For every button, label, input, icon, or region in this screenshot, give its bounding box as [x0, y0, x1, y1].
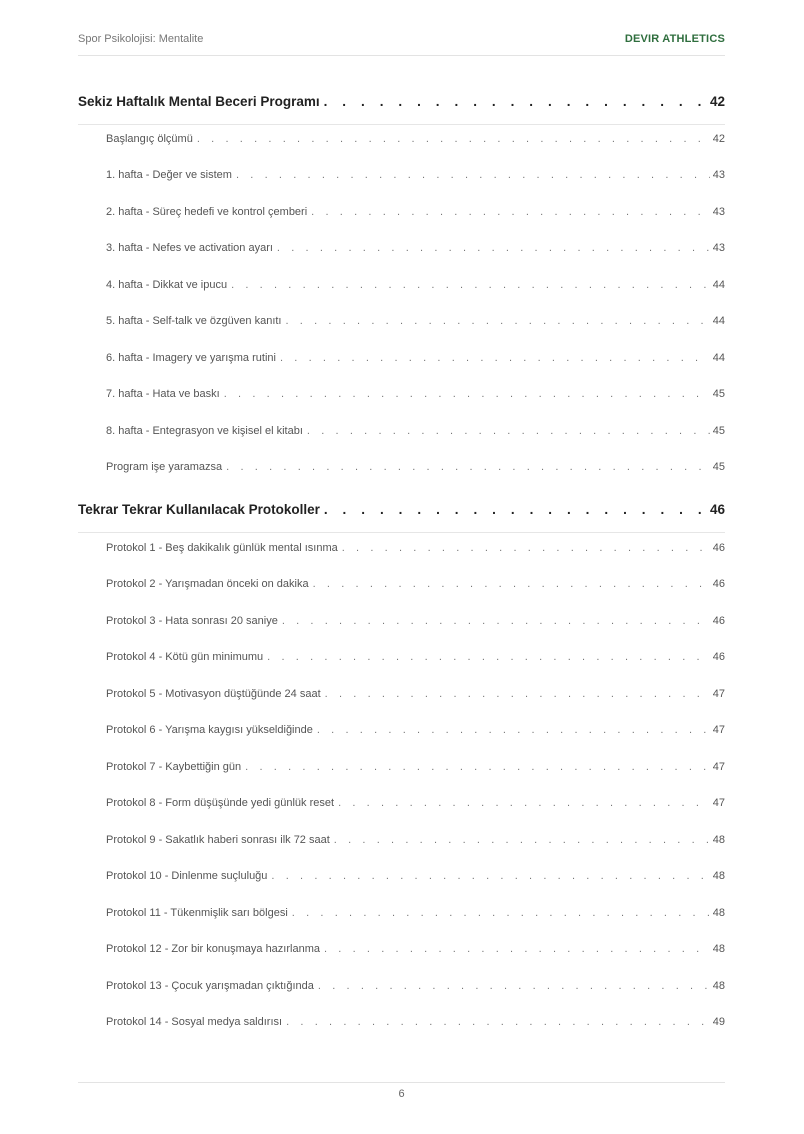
toc-entry-page: 45	[712, 425, 725, 437]
toc-entry-label: Protokol 10 - Dinlenme suçluluğu	[106, 870, 268, 882]
page-footer	[78, 1082, 725, 1100]
dot-leader	[317, 724, 710, 736]
toc-section[interactable]	[78, 502, 725, 517]
dot-leader	[324, 943, 710, 955]
dot-leader	[334, 834, 710, 846]
dot-leader	[342, 542, 710, 554]
toc-entry-page: 48	[712, 834, 725, 846]
toc-entry[interactable]	[78, 279, 725, 291]
toc-entry-page: 46	[712, 542, 725, 554]
toc-entry-page: 42	[712, 133, 725, 145]
dot-leader	[292, 907, 710, 919]
toc-entry-label: 6. hafta - Imagery ve yarışma rutini	[106, 352, 276, 364]
toc-entry[interactable]	[78, 352, 725, 364]
toc-entry-page: 44	[712, 279, 725, 291]
toc-entry-page: 49	[712, 1016, 725, 1028]
toc-entry-page: 44	[712, 352, 725, 364]
dot-leader	[286, 1016, 710, 1028]
toc-section-page: 46	[709, 502, 725, 517]
dot-leader	[271, 870, 709, 882]
dot-leader	[318, 980, 710, 992]
toc-entry[interactable]	[78, 315, 725, 327]
toc-entry-page: 43	[712, 206, 725, 218]
toc-entry-label: Başlangıç ölçümü	[106, 133, 193, 145]
brand-name: DEVIR ATHLETICS	[624, 33, 725, 45]
toc-entry-page: 43	[712, 169, 725, 181]
toc-entry[interactable]	[78, 907, 725, 919]
toc-entry-label: 5. hafta - Self-talk ve özgüven kanıtı	[106, 315, 282, 327]
toc-entry[interactable]	[78, 388, 725, 400]
toc-entry[interactable]	[78, 724, 725, 736]
toc-entry[interactable]	[78, 651, 725, 663]
dot-leader	[324, 502, 707, 517]
toc-entry[interactable]	[78, 870, 725, 882]
dot-leader	[307, 425, 710, 437]
toc-entry[interactable]	[78, 542, 725, 554]
document-title: Spor Psikolojisi: Mentalite	[78, 33, 204, 45]
toc-entry[interactable]	[78, 1016, 725, 1028]
toc-entry[interactable]	[78, 578, 725, 590]
toc-entry-label: Protokol 6 - Yarışma kaygısı yükseldiğinde	[106, 724, 313, 736]
dot-leader	[224, 388, 710, 400]
toc-entry[interactable]	[78, 688, 725, 700]
toc-entry-page: 47	[712, 724, 725, 736]
toc-entry-page: 44	[712, 315, 725, 327]
toc-entry-label: 4. hafta - Dikkat ve ipucu	[106, 279, 228, 291]
toc-section-page: 42	[709, 94, 725, 109]
toc-entry-page: 47	[712, 761, 725, 773]
dot-leader	[325, 688, 710, 700]
toc-entry[interactable]	[78, 425, 725, 437]
toc-entry-label: Protokol 3 - Hata sonrası 20 saniye	[106, 615, 278, 627]
dot-leader	[324, 94, 707, 109]
toc-entry[interactable]	[78, 761, 725, 773]
toc-entry-page: 47	[712, 797, 725, 809]
toc-entry-page: 47	[712, 688, 725, 700]
toc-entry-page: 46	[712, 578, 725, 590]
dot-leader	[280, 352, 710, 364]
dot-leader	[267, 651, 710, 663]
dot-leader	[245, 761, 710, 773]
toc-entry-label: Protokol 7 - Kaybettiğin gün	[106, 761, 242, 773]
dot-leader	[197, 133, 710, 145]
toc-entry-label: Protokol 9 - Sakatlık haberi sonrası ilk 72 saat	[106, 834, 330, 846]
toc-entry-label: Protokol 11 - Tükenmişlik sarı bölgesi	[106, 907, 288, 919]
dot-leader	[313, 578, 710, 590]
toc-entry-label: Protokol 12 - Zor bir konuşmaya hazırlanma	[106, 943, 320, 955]
toc-entry-label: Protokol 4 - Kötü gün minimumu	[106, 651, 264, 663]
toc-entry-label: Protokol 2 - Yarışmadan önceki on dakika	[106, 578, 309, 590]
toc-entry-page: 43	[712, 242, 725, 254]
dot-leader	[277, 242, 710, 254]
toc-entry[interactable]	[78, 242, 725, 254]
page-number: 6	[398, 1088, 405, 1100]
toc-entry[interactable]	[78, 461, 725, 473]
toc-section[interactable]	[78, 94, 725, 109]
toc-entry[interactable]	[78, 615, 725, 627]
section-divider	[78, 124, 725, 125]
toc-entry-label: Protokol 13 - Çocuk yarışmadan çıktığında	[106, 980, 314, 992]
toc-entry[interactable]	[78, 133, 725, 145]
toc-entry-page: 45	[712, 388, 725, 400]
toc-entry-page: 46	[712, 651, 725, 663]
dot-leader	[285, 315, 709, 327]
toc-entry-label: 3. hafta - Nefes ve activation ayarı	[106, 242, 273, 254]
toc-entry[interactable]	[78, 834, 725, 846]
toc-entry-label: Program işe yaramazsa	[106, 461, 223, 473]
toc-entry-label: 2. hafta - Süreç hedefi ve kontrol çemberi	[106, 206, 308, 218]
toc-entry-label: Protokol 5 - Motivasyon düştüğünde 24 saat	[106, 688, 321, 700]
toc-entry[interactable]	[78, 980, 725, 992]
toc-entry-label: Protokol 1 - Beş dakikalık günlük mental ısınma	[106, 542, 338, 554]
toc-entry[interactable]	[78, 943, 725, 955]
toc-entry-label: 7. hafta - Hata ve baskı	[106, 388, 220, 400]
toc-entry-label: 1. hafta - Değer ve sistem	[106, 169, 232, 181]
dot-leader	[311, 206, 710, 218]
dot-leader	[338, 797, 710, 809]
toc-entry-page: 48	[712, 980, 725, 992]
dot-leader	[282, 615, 710, 627]
toc-entry[interactable]	[78, 797, 725, 809]
dot-leader	[226, 461, 710, 473]
toc-entry-page: 48	[712, 907, 725, 919]
toc-entry-label: Protokol 14 - Sosyal medya saldırısı	[106, 1016, 283, 1028]
toc-entry-page: 45	[712, 461, 725, 473]
dot-leader	[231, 279, 710, 291]
section-divider	[78, 532, 725, 533]
toc-section-title: Tekrar Tekrar Kullanılacak Protokoller	[78, 502, 320, 517]
toc-entry-page: 48	[712, 943, 725, 955]
toc-entry-page: 46	[712, 615, 725, 627]
toc-section-title: Sekiz Haftalık Mental Beceri Programı	[78, 94, 320, 109]
toc-entry-page: 48	[712, 870, 725, 882]
toc-entry[interactable]	[78, 206, 725, 218]
running-header	[78, 31, 725, 56]
toc-entry-label: 8. hafta - Entegrasyon ve kişisel el kitabı	[106, 425, 303, 437]
dot-leader	[236, 169, 710, 181]
toc-entry-label: Protokol 8 - Form düşüşünde yedi günlük reset	[106, 797, 335, 809]
toc-entry[interactable]	[78, 169, 725, 181]
